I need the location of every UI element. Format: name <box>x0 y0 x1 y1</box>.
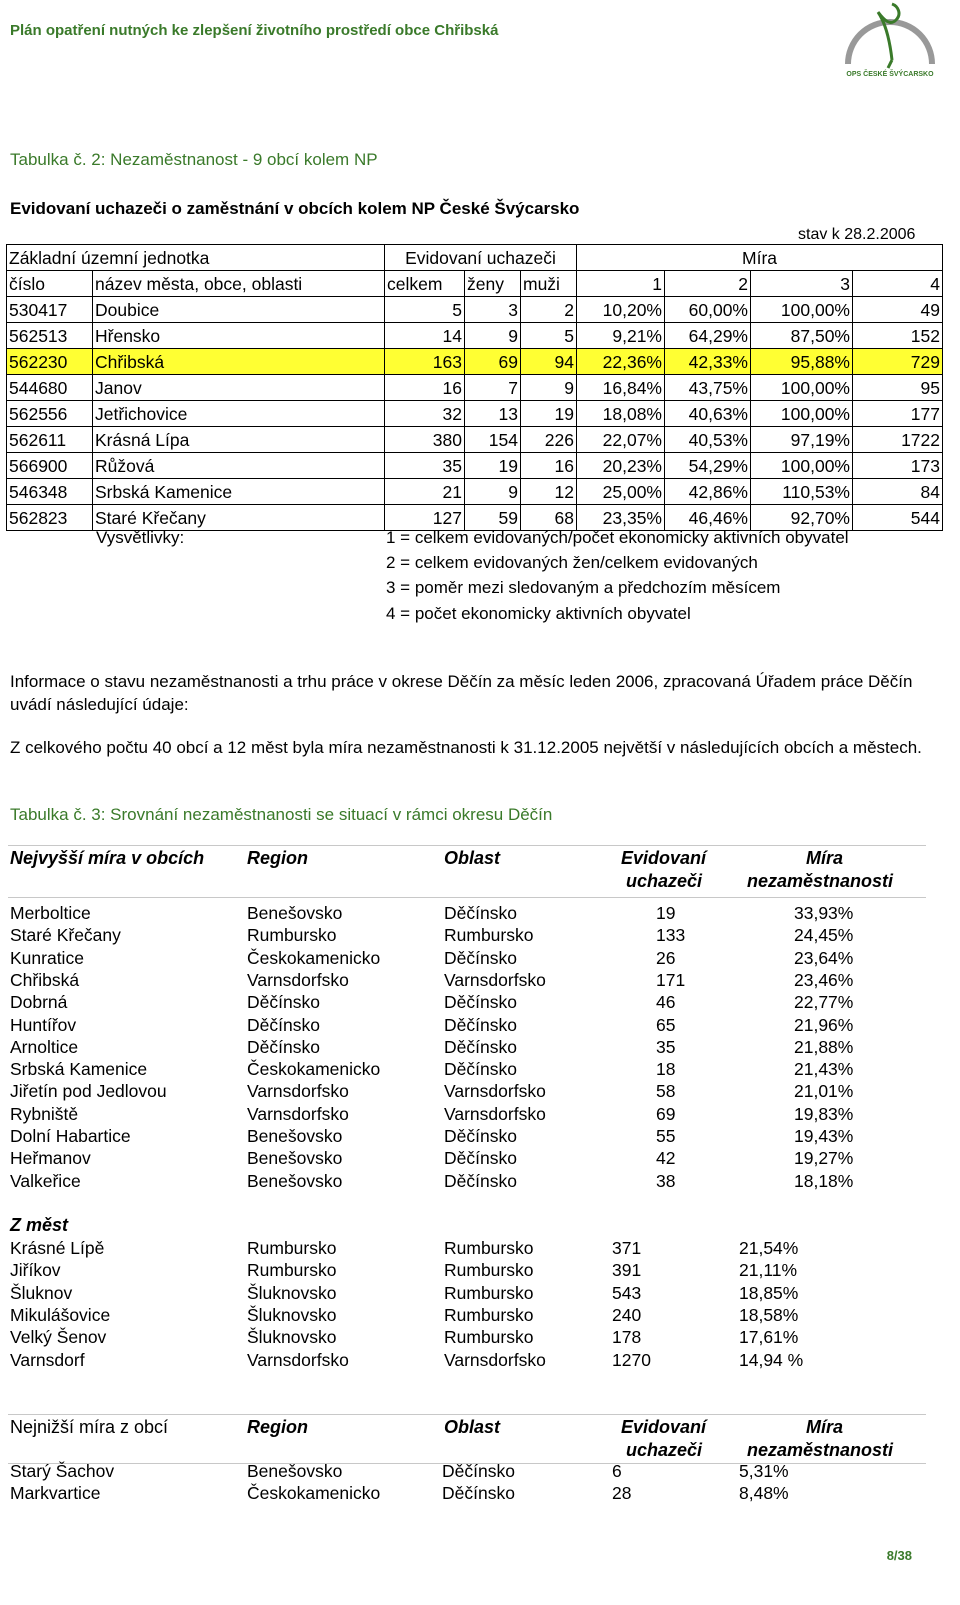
list-cell: Českokamenicko <box>247 947 381 968</box>
table2-date: stav k 28.2.2006 <box>798 226 916 243</box>
header-evidovani: Evidovaní <box>621 848 707 868</box>
table-row <box>7 297 943 323</box>
table-cell: 13 <box>465 401 521 427</box>
list-item <box>0 1260 960 1282</box>
table-cell: 42,86% <box>665 479 751 505</box>
list-cell: Varnsdorfsko <box>444 1349 546 1370</box>
table-cell: 14 <box>385 323 465 349</box>
list-cell: Kunratice <box>10 947 84 968</box>
list-item <box>0 1059 960 1081</box>
list-cell: Varnsdorfsko <box>247 1081 349 1102</box>
list-cell: Chřibská <box>10 969 80 990</box>
table-cell: 59 <box>465 505 521 531</box>
group-header-unit: Základní územní jednotka <box>7 245 385 271</box>
table-cell: 40,53% <box>665 427 751 453</box>
list-cell: 23,64% <box>794 947 854 968</box>
table-row <box>7 453 943 479</box>
table4-top-rule <box>8 1414 926 1415</box>
table-cell: 566900 <box>7 453 93 479</box>
z-mest-label: Z měst <box>10 1215 69 1235</box>
table-cell: 69 <box>465 349 521 375</box>
col-header-1: 1 <box>577 271 665 297</box>
list-cell: Rumbursko <box>444 1282 534 1303</box>
table2-body <box>7 297 943 531</box>
col-header-celkem: celkem <box>385 271 465 297</box>
list-item <box>0 1148 960 1170</box>
table-cell: Růžová <box>93 453 385 479</box>
table-cell: 32 <box>385 401 465 427</box>
col-header-zeny: ženy <box>465 271 521 297</box>
table-cell: 100,00% <box>751 375 853 401</box>
list-cell: 22,77% <box>794 992 854 1013</box>
table-cell: 5 <box>521 323 577 349</box>
table-cell: Hřensko <box>93 323 385 349</box>
table-cell: 226 <box>521 427 577 453</box>
list-cell: Šluknovsko <box>247 1327 337 1348</box>
table-cell: 9,21% <box>577 323 665 349</box>
list-cell: Děčínsko <box>442 1461 515 1481</box>
list-cell: Benešovsko <box>247 903 343 923</box>
list-cell: 58 <box>656 1081 676 1102</box>
list-cell: Děčínsko <box>444 1126 517 1146</box>
table-cell: 92,70% <box>751 505 853 531</box>
list-cell: Dobrná <box>10 992 68 1013</box>
list-cell: Děčínsko <box>442 1483 515 1504</box>
header-oblast: Oblast <box>444 1417 501 1437</box>
table4-header <box>0 1417 960 1463</box>
list-cell: Děčínsko <box>444 1014 517 1035</box>
list-cell: 8,48% <box>739 1483 789 1504</box>
table-cell: 9 <box>465 323 521 349</box>
table-cell: 19 <box>465 453 521 479</box>
list-item <box>0 1327 960 1349</box>
list-cell: 21,88% <box>794 1036 854 1057</box>
list-cell: Českokamenicko <box>247 1483 381 1504</box>
list-cell: Mikulášovice <box>10 1304 111 1325</box>
header-mira: Míra <box>806 1417 844 1437</box>
table-cell: 21 <box>385 479 465 505</box>
list-cell: 23,46% <box>794 969 854 990</box>
list-item <box>0 903 960 925</box>
list-item <box>0 1350 960 1372</box>
table-cell: 94 <box>521 349 577 375</box>
table-cell: 87,50% <box>751 323 853 349</box>
table-cell: 110,53% <box>751 479 853 505</box>
table-cell: 16 <box>385 375 465 401</box>
list-cell: Šluknov <box>10 1282 73 1303</box>
list-item <box>0 1126 960 1148</box>
list-cell: Děčínsko <box>444 992 517 1013</box>
header-evidovani: Evidovaní <box>621 1417 707 1437</box>
table-cell: 68 <box>521 505 577 531</box>
table-cell: 20,23% <box>577 453 665 479</box>
list-cell: Rumbursko <box>444 1238 534 1258</box>
table-cell: 100,00% <box>751 401 853 427</box>
list-cell: 171 <box>656 969 686 990</box>
list-cell: 18 <box>656 1059 676 1080</box>
table-cell: Janov <box>93 375 385 401</box>
list-item <box>0 1081 960 1103</box>
table2-caption: Tabulka č. 2: Nezaměstnanost - 9 obcí kolem NP <box>10 150 378 169</box>
list-cell: 18,18% <box>794 1170 854 1191</box>
list-cell: Dolní Habartice <box>10 1126 131 1146</box>
table-cell: 1722 <box>853 427 943 453</box>
list-cell: Benešovsko <box>247 1126 343 1146</box>
table-row <box>7 401 943 427</box>
table-cell: 40,63% <box>665 401 751 427</box>
list-cell: Rumbursko <box>444 1304 534 1325</box>
list-item <box>0 1483 960 1505</box>
list-cell: Arnoltice <box>10 1036 79 1057</box>
legend-label: Vysvětlivky: <box>96 528 185 547</box>
list-cell: Varnsdorf <box>10 1349 85 1370</box>
table-cell: 54,29% <box>665 453 751 479</box>
table-cell: 562823 <box>7 505 93 531</box>
header-region: Region <box>247 848 308 868</box>
table-cell: 152 <box>853 323 943 349</box>
table3-header <box>0 848 960 894</box>
list-cell: Krásné Lípě <box>10 1238 105 1258</box>
list-cell: Děčínsko <box>444 1059 517 1080</box>
header-nezamestnanosti: nezaměstnanosti <box>747 871 894 891</box>
table-cell: 100,00% <box>751 297 853 323</box>
list-cell: 21,01% <box>794 1081 854 1102</box>
list-cell: Valkeřice <box>10 1170 81 1191</box>
table-cell: 46,46% <box>665 505 751 531</box>
col-header-3: 3 <box>751 271 853 297</box>
list-cell: Merboltice <box>10 903 91 923</box>
table-cell: 530417 <box>7 297 93 323</box>
legend-item-3: 3 = poměr mezi sledovaným a předchozím měsícem <box>386 578 781 597</box>
list-cell: 5,31% <box>739 1461 789 1481</box>
table-cell: 23,35% <box>577 505 665 531</box>
table-cell: 380 <box>385 427 465 453</box>
table3-header-rule <box>8 897 926 898</box>
table3-caption: Tabulka č. 3: Srovnání nezaměstnanosti se situací v rámci okresu Děčín <box>10 805 553 824</box>
ops-ceske-svycarsko-logo <box>840 2 940 78</box>
header-uchazeci: uchazeči <box>626 1440 703 1460</box>
table-cell: 173 <box>853 453 943 479</box>
table-cell: 562556 <box>7 401 93 427</box>
list-cell: 371 <box>612 1238 642 1258</box>
table-cell: 9 <box>521 375 577 401</box>
header-nejnizsi: Nejnižší míra z obcí <box>10 1417 169 1437</box>
list-item <box>0 1305 960 1327</box>
list-cell: Markvartice <box>10 1483 101 1504</box>
list-cell: 240 <box>612 1304 642 1325</box>
group-header-mira: Míra <box>577 245 943 271</box>
table-cell: 546348 <box>7 479 93 505</box>
list-cell: Heřmanov <box>10 1148 91 1169</box>
document-header-title: Plán opatření nutných ke zlepšení životního prostředí obce Chřibská <box>10 22 499 39</box>
list-cell: 178 <box>612 1327 642 1348</box>
list-cell: 24,45% <box>794 925 854 946</box>
list-cell: Varnsdorfsko <box>247 1103 349 1124</box>
table-cell: 49 <box>853 297 943 323</box>
table-cell: Krásná Lípa <box>93 427 385 453</box>
list-cell: 65 <box>656 1014 676 1035</box>
list-cell: Benešovsko <box>247 1461 343 1481</box>
page-number: 8/38 <box>886 1548 912 1563</box>
list-cell: 19 <box>656 903 676 923</box>
list-item <box>0 1283 960 1305</box>
list-cell: 14,94 % <box>739 1349 804 1370</box>
list-cell: 133 <box>656 925 686 946</box>
list-item <box>0 1238 960 1260</box>
logo-text: OPS ČESKÉ ŠVÝCARSKO <box>846 71 934 78</box>
table-cell: 22,07% <box>577 427 665 453</box>
list-cell: Děčínsko <box>444 1036 517 1057</box>
list-cell: 21,54% <box>739 1238 799 1258</box>
table-cell: 18,08% <box>577 401 665 427</box>
list-item <box>0 948 960 970</box>
col-header-nazev: název města, obce, oblasti <box>93 271 385 297</box>
table-cell: 544680 <box>7 375 93 401</box>
list-cell: 55 <box>656 1126 676 1146</box>
list-cell: Děčínsko <box>247 992 320 1013</box>
table-cell: 729 <box>853 349 943 375</box>
list-cell: 33,93% <box>794 903 854 923</box>
table-cell: 544 <box>853 505 943 531</box>
list-cell: 46 <box>656 992 676 1013</box>
list-cell: 69 <box>656 1103 676 1124</box>
table-cell: 127 <box>385 505 465 531</box>
table-cell: 10,20% <box>577 297 665 323</box>
list-cell: Varnsdorfsko <box>444 1081 546 1102</box>
list-cell: Děčínsko <box>247 1014 320 1035</box>
table-cell: Staré Křečany <box>93 505 385 531</box>
table-cell: 64,29% <box>665 323 751 349</box>
table-cell: 95,88% <box>751 349 853 375</box>
table-row <box>7 349 943 375</box>
list-cell: 21,43% <box>794 1059 854 1080</box>
table2-column-header <box>7 271 943 297</box>
header-uchazeci: uchazeči <box>626 871 703 891</box>
table-row <box>7 323 943 349</box>
table3-mest-row <box>0 1215 960 1237</box>
list-cell: Jiřetín pod Jedlovou <box>10 1081 167 1102</box>
col-header-4: 4 <box>853 271 943 297</box>
list-cell: Děčínsko <box>247 1036 320 1057</box>
list-cell: 391 <box>612 1260 642 1281</box>
list-cell: Benešovsko <box>247 1148 343 1169</box>
list-cell: 42 <box>656 1148 676 1169</box>
list-cell: Rumbursko <box>247 925 337 946</box>
list-cell: Děčínsko <box>444 1148 517 1169</box>
col-header-cislo: číslo <box>7 271 93 297</box>
table-cell: 12 <box>521 479 577 505</box>
list-cell: Jiříkov <box>10 1260 61 1281</box>
table-cell: 163 <box>385 349 465 375</box>
list-cell: 6 <box>612 1461 622 1481</box>
table-cell: 2 <box>521 297 577 323</box>
header-nejvyssi: Nejvyšší míra v obcích <box>10 848 205 868</box>
list-item <box>0 1461 960 1483</box>
table-cell: 97,19% <box>751 427 853 453</box>
list-cell: Šluknovsko <box>247 1304 337 1325</box>
table-cell: 84 <box>853 479 943 505</box>
header-oblast: Oblast <box>444 848 501 868</box>
table-cell: 9 <box>465 479 521 505</box>
table-cell: Srbská Kamenice <box>93 479 385 505</box>
list-cell: 28 <box>612 1483 632 1504</box>
list-cell: Starý Šachov <box>10 1461 115 1481</box>
list-cell: Srbská Kamenice <box>10 1059 148 1080</box>
col-header-2: 2 <box>665 271 751 297</box>
list-item <box>0 970 960 992</box>
legend-item-4: 4 = počet ekonomicky aktivních obyvatel <box>386 604 691 623</box>
list-item <box>0 1015 960 1037</box>
header-region: Region <box>247 1417 308 1437</box>
table3-top-rule <box>8 845 926 846</box>
table-row <box>7 375 943 401</box>
list-cell: 19,83% <box>794 1103 854 1124</box>
unemployment-table <box>6 244 943 531</box>
table-row <box>7 427 943 453</box>
table-cell: 35 <box>385 453 465 479</box>
list-cell: Rumbursko <box>247 1260 337 1281</box>
list-cell: Šluknovsko <box>247 1282 337 1303</box>
table-cell: 16,84% <box>577 375 665 401</box>
table-cell: 562230 <box>7 349 93 375</box>
list-cell: 1270 <box>612 1349 651 1370</box>
legend-item-2: 2 = celkem evidovaných žen/celkem evidovaných <box>386 553 758 572</box>
list-cell: 21,11% <box>739 1260 798 1281</box>
group-header-evidovani: Evidovaní uchazeči <box>385 245 577 271</box>
list-cell: Varnsdorfsko <box>247 1349 349 1370</box>
table-cell: 42,33% <box>665 349 751 375</box>
list-cell: Rumbursko <box>444 925 534 946</box>
list-cell: Rumbursko <box>247 1238 337 1258</box>
list-item <box>0 1104 960 1126</box>
col-header-muzi: muži <box>521 271 577 297</box>
table-cell: Doubice <box>93 297 385 323</box>
header-mira: Míra <box>806 848 844 868</box>
list-cell: Velký Šenov <box>10 1327 107 1348</box>
list-cell: 17,61% <box>739 1327 799 1348</box>
list-cell: 19,43% <box>794 1126 854 1146</box>
list-cell: Děčínsko <box>444 1170 517 1191</box>
table-cell: 562513 <box>7 323 93 349</box>
list-cell: Benešovsko <box>247 1170 343 1191</box>
list-cell: Huntířov <box>10 1014 77 1035</box>
list-cell: Děčínsko <box>444 903 517 923</box>
table-cell: 60,00% <box>665 297 751 323</box>
table-cell: 3 <box>465 297 521 323</box>
list-cell: Varnsdorfsko <box>444 1103 546 1124</box>
summary-paragraph: Z celkového počtu 40 obcí a 12 měst byla míra nezaměstnanosti k 31.12.2005 největší v následujících obcích a městech. <box>10 738 922 757</box>
list-cell: 38 <box>656 1170 676 1191</box>
table2-subtitle: Evidovaní uchazeči o zaměstnání v obcích kolem NP České Švýcarsko <box>10 199 580 218</box>
table-cell: 562611 <box>7 427 93 453</box>
list-cell: 19,27% <box>794 1148 854 1169</box>
table-cell: 100,00% <box>751 453 853 479</box>
table-cell: 43,75% <box>665 375 751 401</box>
list-cell: Varnsdorfsko <box>444 969 546 990</box>
legend-item-1: 1 = celkem evidovaných/počet ekonomicky aktivních obyvatel <box>386 528 849 547</box>
list-item <box>0 992 960 1014</box>
list-cell: Varnsdorfsko <box>247 969 349 990</box>
list-cell: Staré Křečany <box>10 925 121 946</box>
table-cell: 7 <box>465 375 521 401</box>
list-item <box>0 925 960 947</box>
list-cell: Děčínsko <box>444 947 517 968</box>
list-cell: 543 <box>612 1282 642 1303</box>
list-cell: 26 <box>656 947 676 968</box>
table-cell: 5 <box>385 297 465 323</box>
table-cell: 16 <box>521 453 577 479</box>
list-cell: Českokamenicko <box>247 1059 381 1080</box>
table-cell: 25,00% <box>577 479 665 505</box>
list-cell: 21,96% <box>794 1014 854 1035</box>
table-cell: 22,36% <box>577 349 665 375</box>
list-cell: 18,58% <box>739 1304 799 1325</box>
table-row <box>7 479 943 505</box>
table2-group-header <box>7 245 943 271</box>
info-paragraph: Informace o stavu nezaměstnanosti a trhu práce v okrese Děčín za měsíc leden 2006, zpracovaná Úřadem práce Děčín uvádí následující údaje: <box>10 672 913 714</box>
table-row <box>7 505 943 531</box>
list-cell: Rybniště <box>10 1103 79 1124</box>
table-cell: Chřibská <box>93 349 385 375</box>
header-nezamestnanosti: nezaměstnanosti <box>747 1440 894 1460</box>
list-cell: Rumbursko <box>444 1327 534 1348</box>
table-cell: 95 <box>853 375 943 401</box>
table-cell: 19 <box>521 401 577 427</box>
list-item <box>0 1171 960 1193</box>
list-cell: 18,85% <box>739 1282 799 1303</box>
list-item <box>0 1037 960 1059</box>
list-cell: Rumbursko <box>444 1260 534 1281</box>
table-cell: Jetřichovice <box>93 401 385 427</box>
table-cell: 154 <box>465 427 521 453</box>
list-cell: 35 <box>656 1036 676 1057</box>
table-cell: 177 <box>853 401 943 427</box>
